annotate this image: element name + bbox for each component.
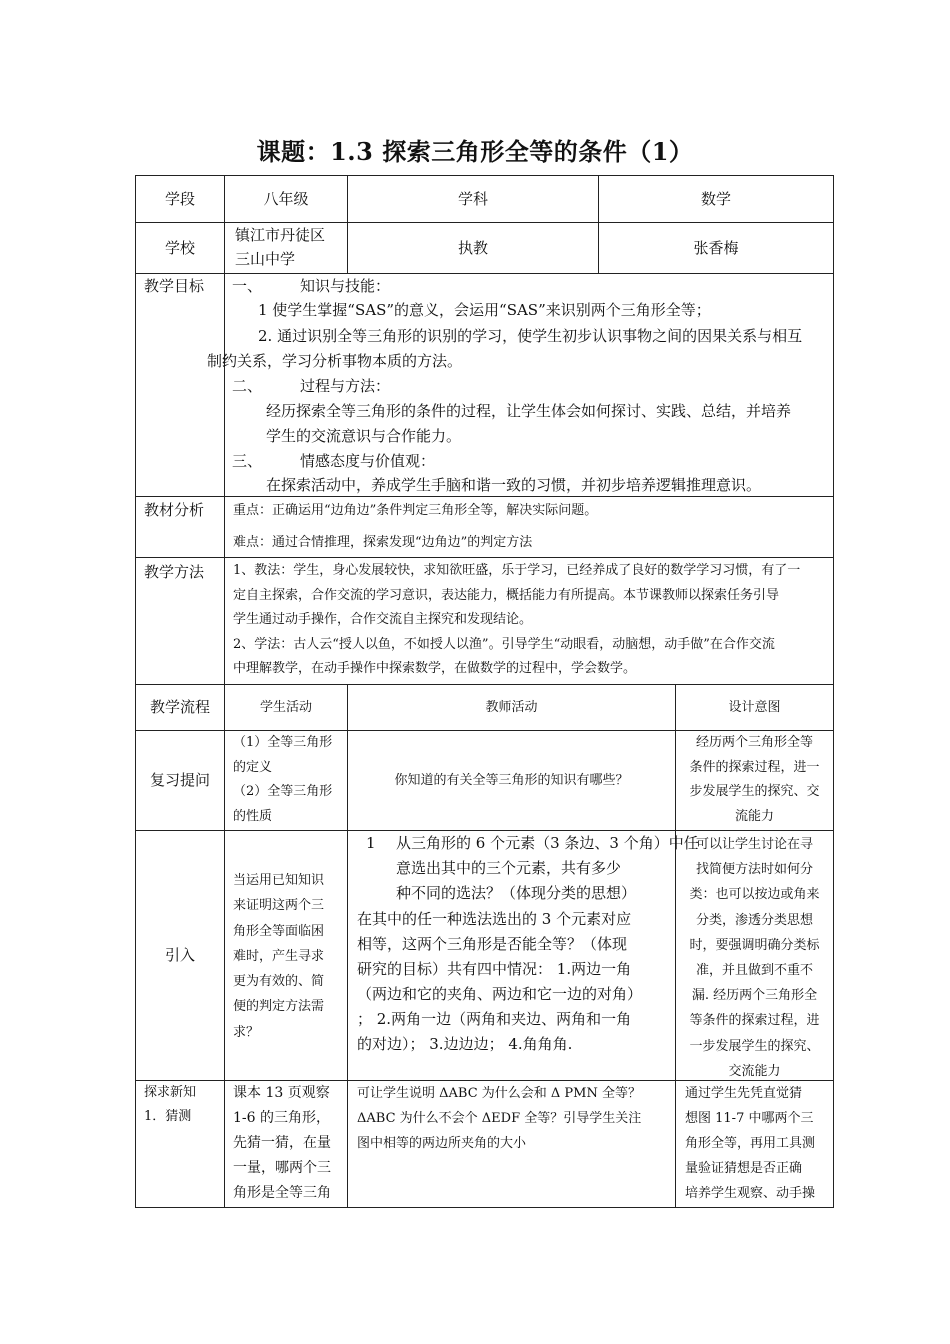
school-value — [235, 223, 347, 273]
text-line: 便的判定方法需 — [233, 999, 325, 1015]
text-line: 量验证猜想是否正确 — [685, 1161, 803, 1176]
method-label: 教学方法 — [144, 563, 205, 581]
goal-heading: 知识与技能： — [300, 277, 391, 295]
text-line: 的性质 — [233, 808, 273, 824]
text-line: 在其中的任一种选法选出的 3 个元素对应 — [357, 910, 632, 928]
explore-label — [144, 1081, 224, 1129]
method-line: 学生通过动手操作，合作交流自主探究和发现结论。 — [233, 612, 533, 627]
text-line: 研究的目标）共有四中情况： 1.两边一角 — [357, 960, 632, 978]
text-line: 培养学生观察、动手操 — [685, 1186, 816, 1201]
analysis-label: 教材分析 — [144, 501, 205, 519]
method-line: 2、学法：古人云“授人以鱼，不如授人以渔”。引导学生“动眼看，动脑想，动手做”在合作交流 — [233, 636, 775, 652]
text-line: 类：也可以按边或角来 — [689, 887, 820, 903]
teacher-value: 张香梅 — [693, 238, 739, 257]
page-title: 课题：1.3 探索三角形全等的条件（1） — [256, 137, 694, 166]
text-line: 准，并且做到不重不 — [695, 963, 813, 979]
goal-line: 学生的交流意识与合作能力。 — [266, 427, 462, 445]
intro-design — [676, 832, 833, 1084]
text-line: 的定义 — [233, 759, 273, 775]
analysis-line: 重点：正确运用“边角边”条件判定三角形全等，解决实际问题。 — [233, 503, 598, 518]
stage-value: 八年级 — [263, 189, 309, 208]
goal-heading-num: 二、 — [232, 377, 263, 395]
subject-value: 数学 — [700, 189, 731, 208]
text-line: 时，要强调明确分类标 — [689, 937, 820, 953]
review-teacher: 你知道的有关全等三角形的知识有哪些？ — [394, 773, 629, 788]
subject-label: 学科 — [457, 189, 488, 208]
text-line: 求？ — [233, 1024, 260, 1040]
text-line: 条件的探索过程，进一 — [689, 759, 820, 775]
text-line: 流能力 — [734, 808, 774, 824]
col-teacher-header: 教师活动 — [485, 700, 538, 715]
explore-student — [233, 1081, 347, 1206]
text-line: 找简便方法时如何分 — [695, 862, 813, 878]
review-design — [676, 731, 833, 829]
text-line: 步发展学生的探究、交 — [689, 784, 820, 799]
review-label: 复习提问 — [149, 771, 210, 789]
goal-heading-num: 一、 — [232, 277, 263, 295]
intro-label: 引入 — [164, 946, 195, 964]
text-line: 角形全等，再用工具测 — [685, 1136, 816, 1151]
text-line: 经历两个三角形全等 — [695, 735, 813, 750]
text-line: 分类，渗透分类思想 — [695, 912, 813, 928]
goal-line: 制约关系，学习分析事物本质的方法。 — [207, 352, 463, 370]
text-line: ； 2.两角一边（两角和夹边、两角和一角 — [357, 1010, 632, 1028]
text-line: 角形全等面临困 — [233, 923, 325, 939]
text-line: 当运用已知知识 — [233, 873, 325, 888]
goals-label: 教学目标 — [144, 277, 205, 295]
goal-heading-num: 三、 — [232, 452, 263, 470]
text-line: 来证明这两个三 — [233, 898, 325, 914]
school-line: 镇江市丹徒区 — [235, 226, 326, 244]
goals-content — [0, 274, 950, 496]
method-line: 定自主探索，合作交流的学习意识，表达能力，概括能力有所提高。本节课教师以探索任务引导 — [233, 587, 780, 603]
goal-line: 在探索活动中，养成学生手脑和谐一致的习惯，并初步培养逻辑推理意识。 — [266, 476, 762, 494]
goal-line: 1 使学生掌握“SAS”的意义，会运用“SAS”来识别两个三角形全等； — [258, 301, 711, 319]
text-line: 一步发展学生的探究、 — [689, 1038, 820, 1054]
text-line: 从三角形的 6 个元素（3 条边、3 个角）中任 — [396, 834, 699, 852]
text-line: 种不同的选法？（体现分类的思想） — [396, 884, 637, 902]
text-line: 等条件的探索过程，进 — [689, 1013, 820, 1029]
text-line: 先猜一猜，在量 — [233, 1135, 331, 1151]
text-line: （两边和它的夹角、两边和它一边的对角） — [357, 985, 643, 1003]
text-line: 的对边）； 3.边边边； 4.角角角. — [357, 1035, 573, 1053]
goal-heading: 过程与方法： — [300, 377, 391, 395]
text-line: 通过学生先凭直觉猜 — [685, 1086, 803, 1101]
text-line: 1-6 的三角形， — [233, 1110, 330, 1126]
school-label: 学校 — [164, 238, 195, 257]
text-line: 想图 11-7 中哪两个三 — [685, 1111, 814, 1126]
method-line: 中理解教学，在动手操作中探索数学，在做数学的过程中，学会数学。 — [233, 661, 637, 676]
text-line: 1．猜测 — [144, 1109, 192, 1124]
teacher-label: 执教 — [457, 238, 488, 257]
goal-heading: 情感态度与价值观： — [300, 452, 436, 470]
method-line: 1、教法：学生，身心发展较快，求知欲旺盛，乐于学习，已经养成了良好的数学学习习惯，有了一 — [233, 563, 801, 578]
item-number: 1 — [366, 834, 376, 852]
text-line: ΔABC 为什么不会个 ΔEDF 全等？引导学生关注 — [357, 1111, 642, 1126]
text-line: 更为有效的、简 — [233, 974, 325, 990]
text-line: 意选出其中的三个元素，共有多少 — [396, 859, 622, 877]
explore-teacher — [357, 1081, 675, 1156]
text-line: 难时，产生寻求 — [233, 948, 325, 964]
text-line: 可让学生说明 ΔABC 为什么会和 Δ PMN 全等？ — [357, 1086, 642, 1101]
explore-design — [685, 1081, 833, 1206]
text-line: 可以让学生讨论在寻 — [695, 837, 813, 852]
text-line: 漏. 经历两个三角形全 — [691, 988, 818, 1004]
text-line: （1）全等三角形 — [233, 735, 333, 750]
goal-line: 2. 通过识别全等三角形的识别的学习，使学生初步认识事物之间的因果关系与相互 — [258, 327, 803, 345]
text-line: （2）全等三角形 — [233, 784, 333, 799]
text-line: 角形是全等三角 — [233, 1185, 331, 1201]
stage-label: 学段 — [164, 189, 195, 208]
goal-line: 经历探索全等三角形的条件的过程，让学生体会如何探讨、实践、总结，并培养 — [266, 402, 792, 420]
text-line: 相等，这两个三角形是否能全等？（体现 — [357, 935, 628, 953]
text-line: 一量，哪两个三 — [233, 1160, 331, 1176]
method-content — [233, 559, 833, 682]
col-design-header: 设计意图 — [728, 700, 781, 715]
analysis-line: 难点：通过合情推理，探索发现“边角边”的判定方法 — [233, 535, 533, 550]
flow-label: 教学流程 — [149, 698, 210, 716]
col-student-header: 学生活动 — [259, 700, 312, 715]
school-line: 三山中学 — [235, 250, 296, 268]
text-line: 课本 13 页观察 — [233, 1085, 330, 1101]
text-line: 图中相等的两边所夹角的大小 — [357, 1136, 527, 1151]
text-line: 探求新知 — [144, 1085, 197, 1100]
review-student — [233, 731, 347, 829]
text-line: 交流能力 — [728, 1063, 781, 1079]
